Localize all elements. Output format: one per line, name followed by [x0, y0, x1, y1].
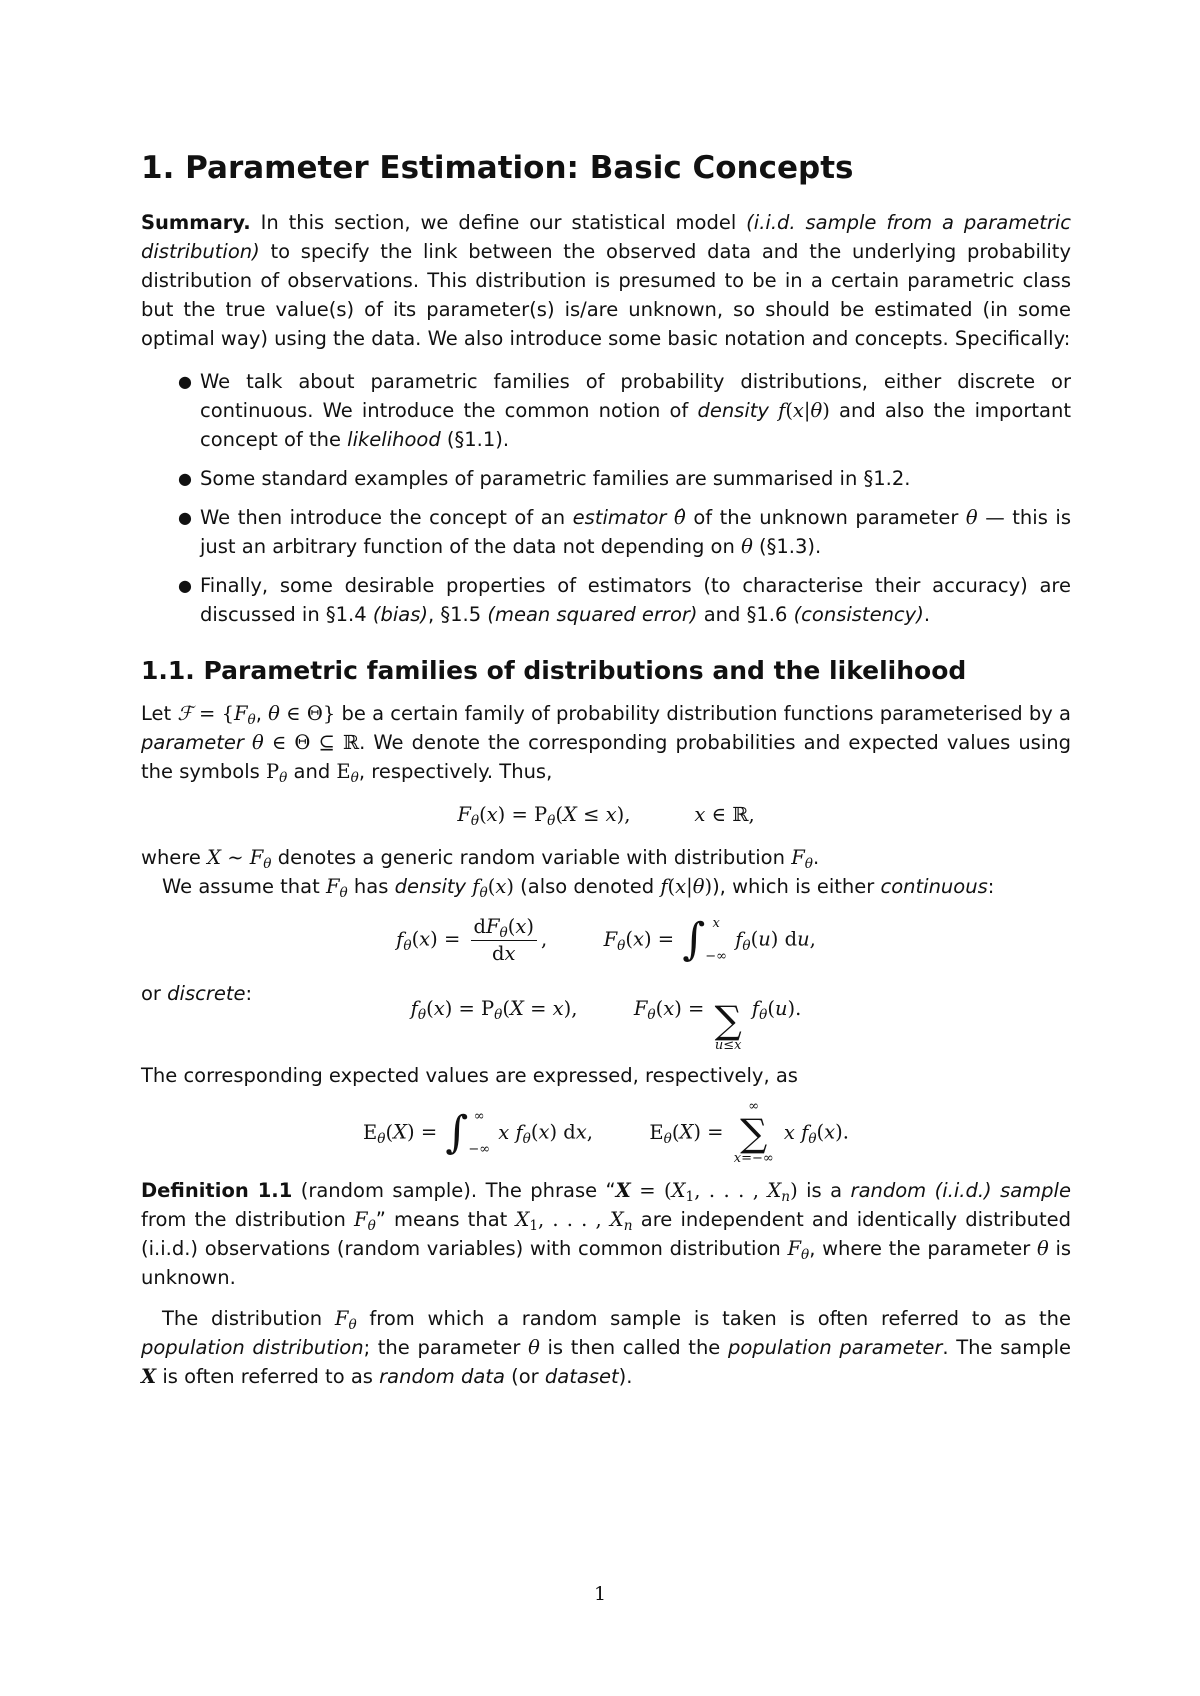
equation: $f_\theta(x)$ = $\frac{dF_\theta(x)}{dx}$ , $F_\theta(x)$ = ∫ x −∞ $f_\theta(u)$ du,	[141, 909, 1071, 971]
definition-label: Definition 1.1	[141, 1179, 293, 1202]
page-content	[141, 148, 1071, 1391]
definition-block: Definition 1.1 (random sample). The phrase “$X = (X_1$, . . . , $X_n$) is a random (i.i.d.) sample from the distribution $F_\theta$” means that $X_1$, . . . , $X_n$ are independent and identically distributed (i.i.d.) observations (random variables) with common distribution $F_\theta$, where the parameter θ is unknown.	[141, 1179, 1072, 1289]
paragraph: Let ℱ = {$F_\theta$, θ ∈ Θ} be a certain family of probability distribution functions parameterised by a parameter θ ∈ Θ ⊆ ℝ. We denote the corresponding probabilities and expected values using the symbols $P_\theta$ and $E_\theta$, respectively. Thus,	[141, 702, 1071, 787]
paragraph: The distribution $F_\theta$ from which a random sample is taken is often referred to as the population distribution; the parameter θ is then called the population parameter. The sample X is often referred to as random data (or dataset).	[141, 1307, 1072, 1388]
equation: $E_\theta(X)$ = ∫ ∞ −∞ x $f_\theta(x)$ dx, $E_\theta(X)$ = ∞ ∑ x=−∞ x $f_\theta(x)$.	[363, 1099, 849, 1166]
section-number: 1.	[141, 150, 175, 186]
subsection-title: Parametric families of distributions and the likelihood	[203, 656, 967, 685]
bullet-icon: ●	[178, 469, 192, 488]
sum-sign: ∑ u≤x	[714, 998, 742, 1053]
bullet-icon: ●	[178, 576, 192, 595]
bullet-icon: ●	[178, 372, 192, 391]
equation: $F_\theta(x) = P_\theta(X \le x)$, x ∈ ℝ,	[457, 803, 755, 830]
list-item: ● We then introduce the concept of an estimator θ̂ of the unknown parameter θ — this is just an arbitrary function of the data not depending on θ (§1.3).	[141, 503, 1071, 561]
section-title: Parameter Estimation: Basic Concepts	[185, 150, 854, 186]
list-item: ● We talk about parametric families of probability distributions, either discrete or continuous. We introduce the common notion of density f(x|θ) and also the important concept of the likelihood (§1.1).	[141, 367, 1071, 454]
integral-sign: ∫ x −∞	[682, 914, 727, 965]
paragraph: where X ∼ $F_\theta$ denotes a generic random variable with distribution $F_\theta$.	[141, 846, 820, 873]
section-heading	[141, 148, 1071, 188]
integral-sign: ∫ ∞ −∞	[445, 1107, 491, 1158]
subsection-number: 1.1.	[141, 656, 195, 685]
summary-bullet-list	[141, 367, 1071, 629]
bullet-icon: ●	[178, 508, 192, 527]
page-number: 1	[593, 1583, 607, 1605]
subsection-heading	[141, 655, 1071, 687]
paragraph: The corresponding expected values are expressed, respectively, as	[141, 1064, 798, 1087]
sum-sign: ∞ ∑ x=−∞	[733, 1099, 774, 1166]
summary-label: Summary.	[141, 211, 251, 234]
list-item: ● Some standard examples of parametric families are summarised in §1.2.	[141, 464, 1071, 493]
summary-paragraph: Summary. In this section, we define our statistical model (i.i.d. sample from a parametric distribution) to specify the link between the observed data and the underlying probability distribution of observations. This distribution is presumed to be in a certain parametric class but the true value(s) of its parameter(s) is/are unknown, so should be estimated (in some optimal way) using the data. We also introduce some basic notation and concepts. Specifically:	[141, 211, 1071, 350]
list-item: ● Finally, some desirable properties of estimators (to characterise their accuracy) are discussed in §1.4 (bias), §1.5 (mean squared error) and §1.6 (consistency).	[141, 571, 1071, 629]
paragraph: We assume that $F_\theta$ has density $f_\theta(x)$ (also denoted f(x|θ)), which is either continuous:	[162, 875, 995, 902]
fraction: $\frac{dF_\theta(x)}{dx}$	[471, 914, 537, 967]
equation: $f_\theta(x) = P_\theta(X = x)$, $F_\theta(x)$ = ∑ u≤x $f_\theta(u)$.	[410, 997, 802, 1053]
paragraph: or discrete:	[141, 982, 253, 1005]
